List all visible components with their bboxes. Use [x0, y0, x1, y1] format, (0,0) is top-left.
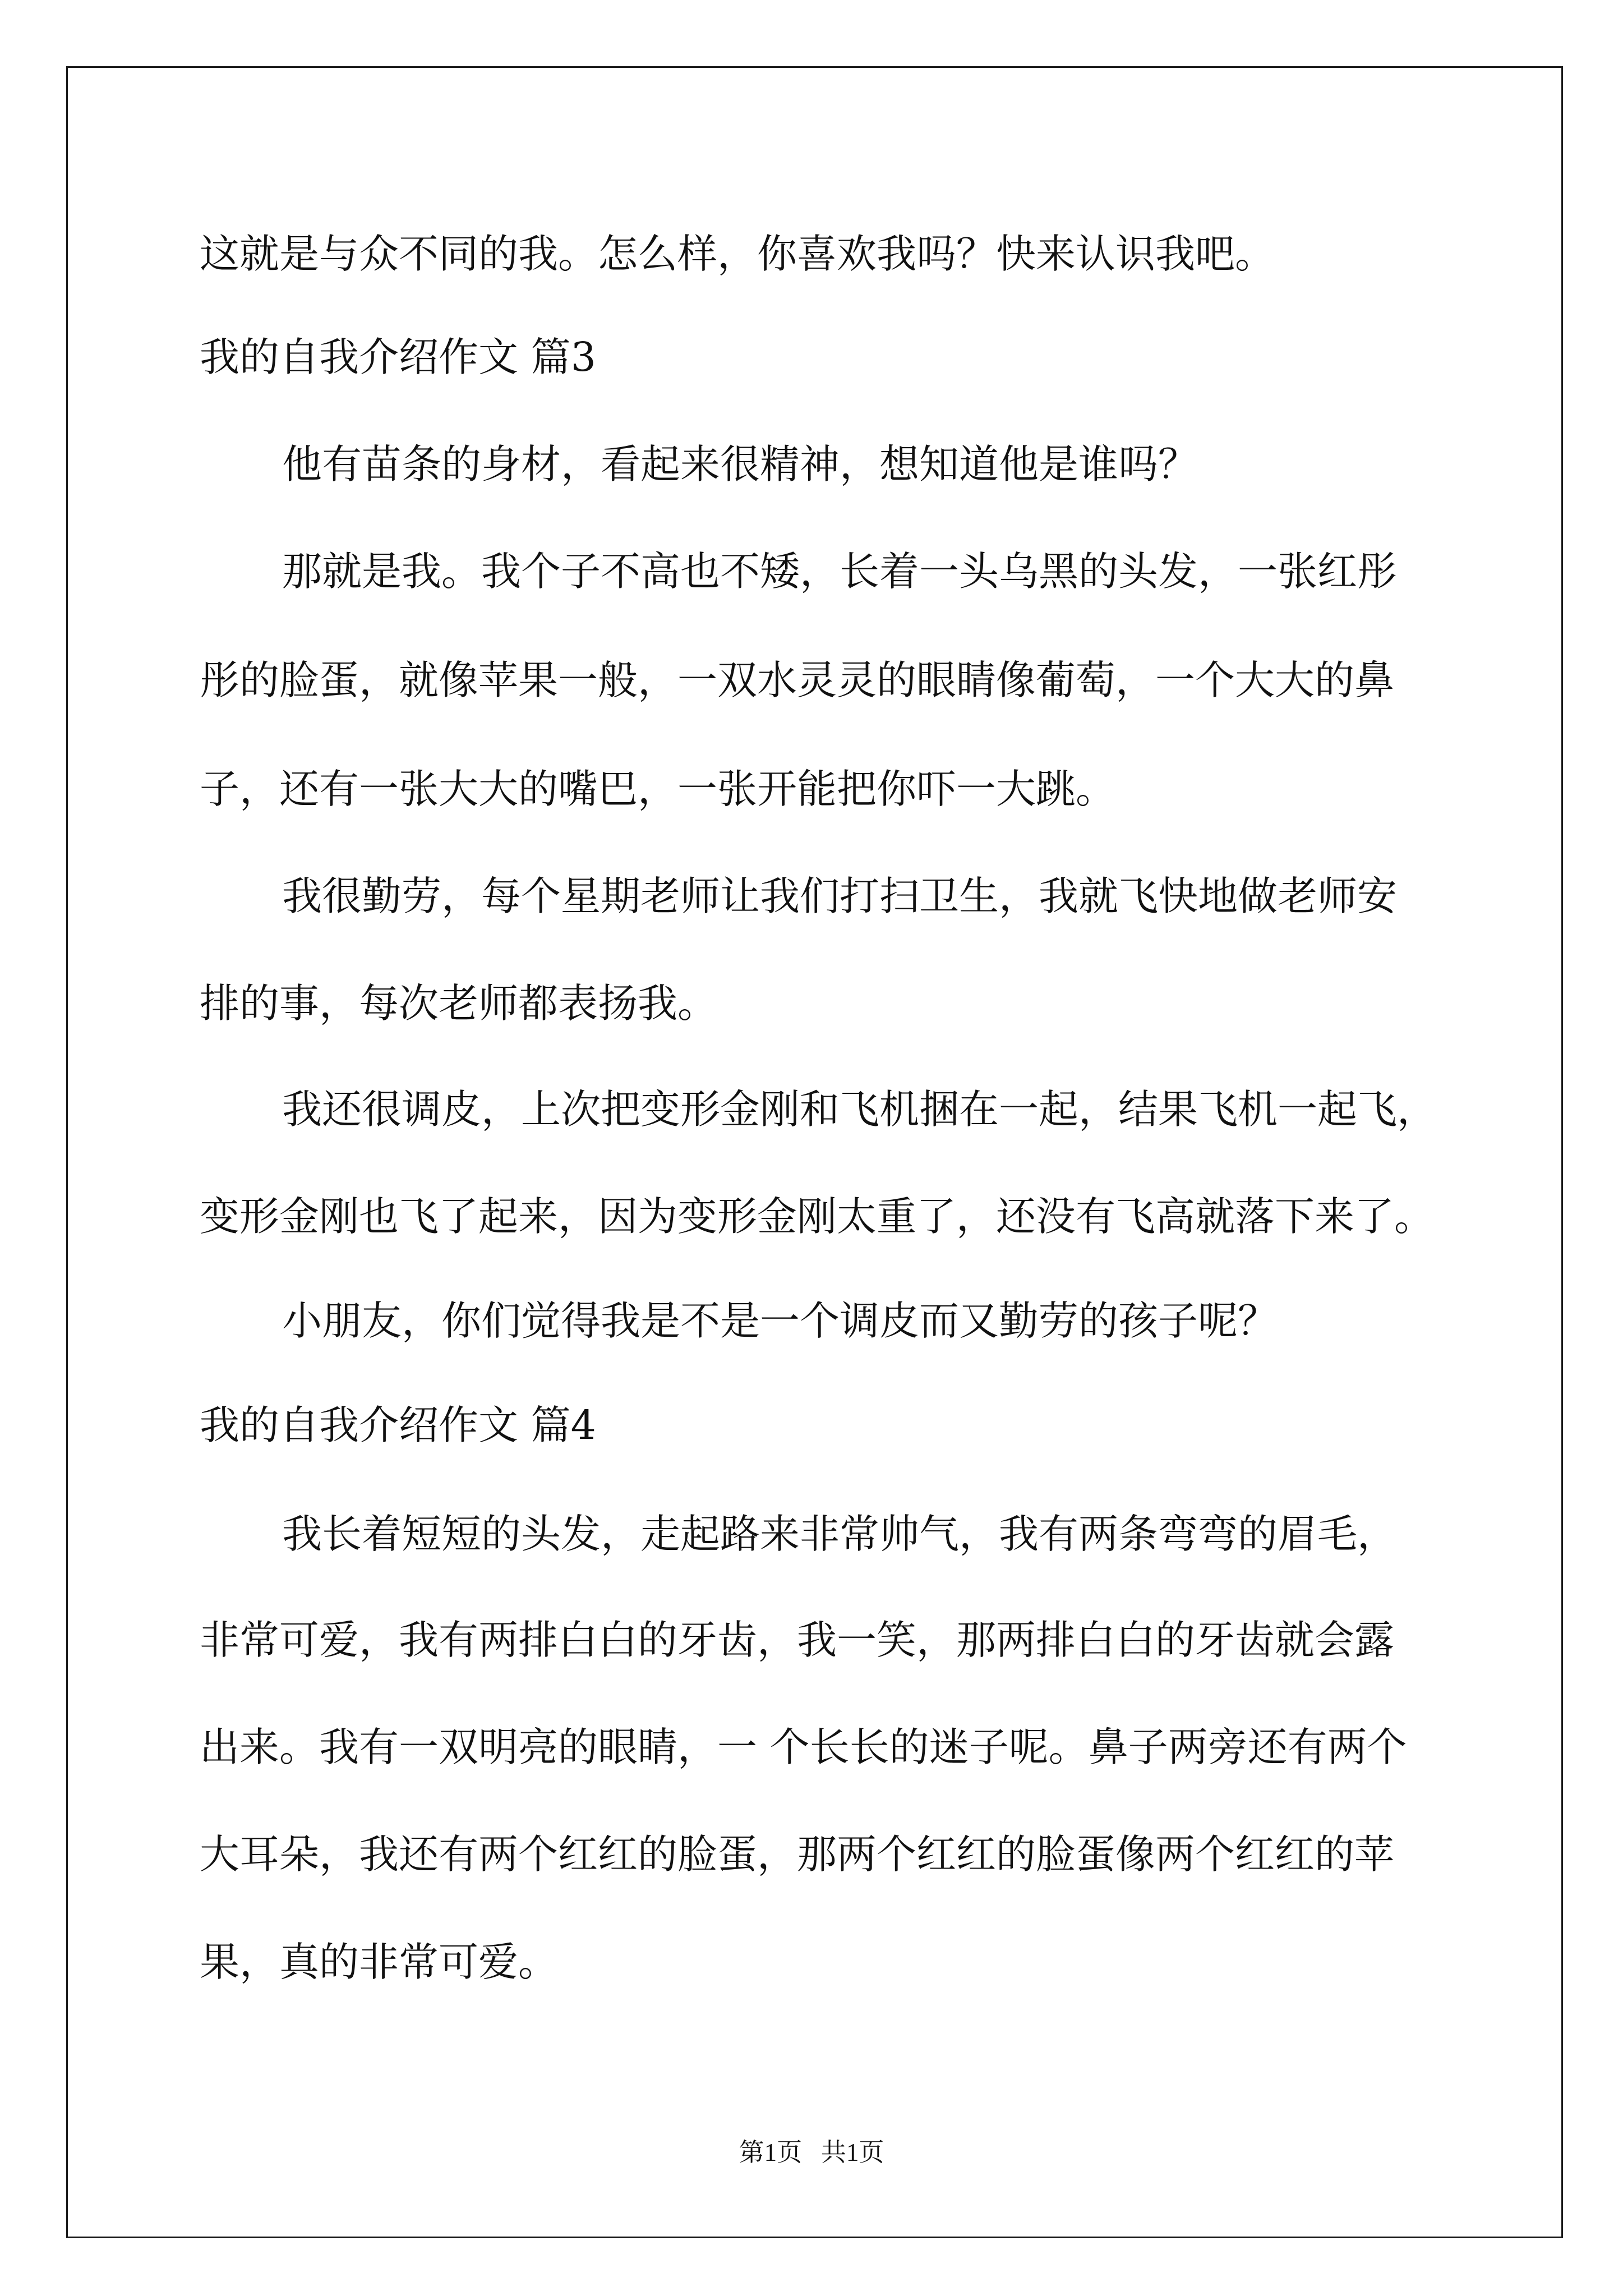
page-number-footer: 第1页 共1页 — [739, 2138, 884, 2166]
essay-heading: 我的自我介绍作文 篇3 — [200, 334, 596, 380]
text-line: 这就是与众不同的我。怎么样，你喜欢我吗？快来认识我吧。 — [200, 231, 1275, 277]
text-line: 小朋友，你们觉得我是不是一个调皮而又勤劳的孩子呢？ — [282, 1297, 1278, 1344]
essay-heading: 我的自我介绍作文 篇4 — [200, 1402, 596, 1448]
text-line: 那就是我。我个子不高也不矮，长着一头乌黑的头发，一张红彤 — [282, 548, 1398, 595]
text-line: 非常可爱，我有两排白白的牙齿，我一笑，那两排白白的牙齿就会露 — [200, 1617, 1395, 1663]
text-line: 果，真的非常可爱。 — [200, 1939, 559, 1985]
text-line: 排的事，每次老师都表扬我。 — [200, 980, 718, 1027]
text-line: 他有苗条的身材，看起来很精神，想知道他是谁吗？ — [282, 441, 1198, 487]
page-border — [66, 66, 1563, 2238]
text-line: 变形金刚也飞了起来，因为变形金刚太重了，还没有飞高就落下来了。 — [200, 1193, 1435, 1240]
text-line: 我长着短短的头发，走起路来非常帅气，我有两条弯弯的眉毛， — [282, 1511, 1398, 1557]
text-line: 我很勤劳，每个星期老师让我们打扫卫生，我就飞快地做老师安 — [282, 873, 1398, 919]
text-line: 子，还有一张大大的嘴巴，一张开能把你吓一大跳。 — [200, 766, 1116, 812]
text-line: 大耳朵，我还有两个红红的脸蛋，那两个红红的脸蛋像两个红红的苹 — [200, 1831, 1395, 1878]
text-line: 我还很调皮，上次把变形金刚和飞机捆在一起，结果飞机一起飞， — [282, 1086, 1437, 1133]
text-line: 彤的脸蛋，就像苹果一般，一双水灵灵的眼睛像葡萄，一个大大的鼻 — [200, 657, 1395, 703]
text-line: 出来。我有一双明亮的眼睛，一 个长长的迷子呢。鼻子两旁还有两个 — [200, 1724, 1407, 1770]
